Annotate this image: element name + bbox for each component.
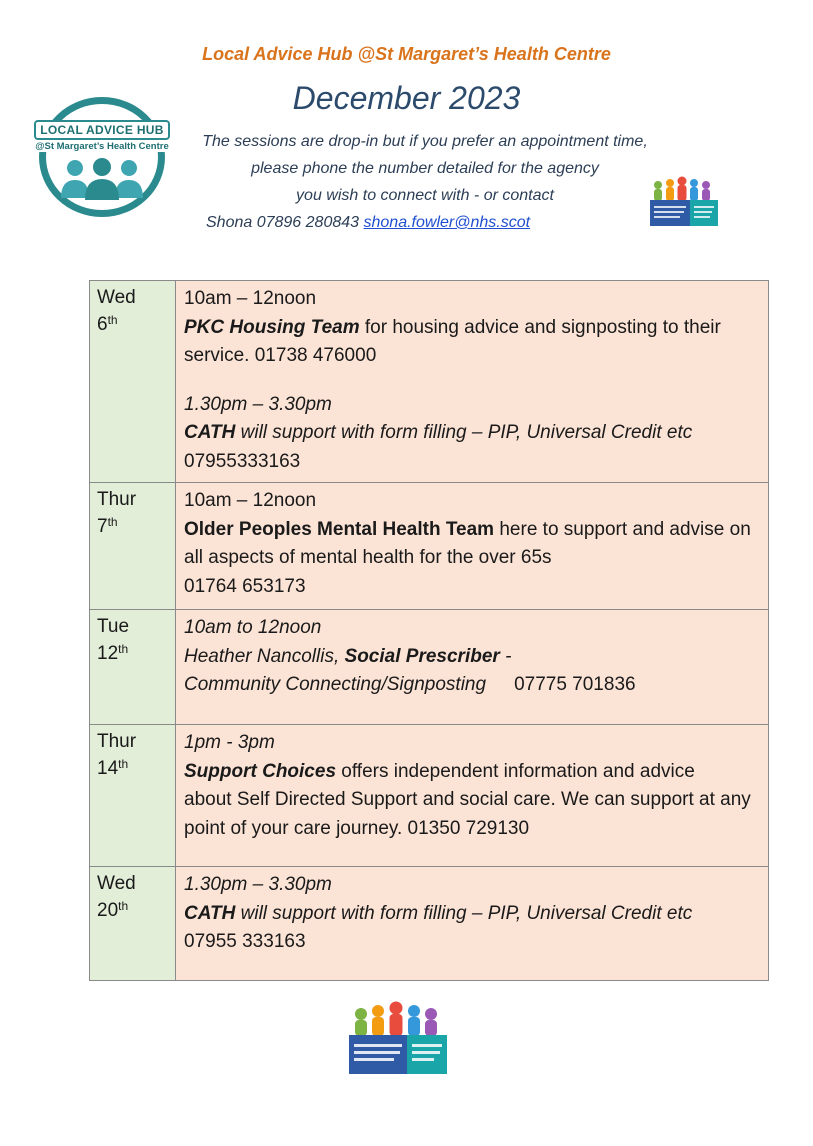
partnership-logo-large (347, 1000, 449, 1076)
session-time: 1.30pm – 3.30pm (184, 874, 332, 895)
day-cell (90, 610, 176, 725)
session-cell (176, 725, 769, 867)
session-phone: 07775 701836 (514, 674, 636, 695)
intro-line: please phone the number detailed for the agency (251, 160, 599, 177)
session-description: Older Peoples Mental Health Team here to support and advise on all aspects of mental health for the over 65s (184, 518, 751, 568)
intro-line: The sessions are drop-in but if you prefer an appointment time, (202, 133, 648, 150)
session-detail: about Self Directed Support and social care. We can support at any point of your care journey. 01350 729130 (184, 789, 751, 839)
table-row (90, 725, 769, 867)
session-cell (176, 867, 769, 981)
session-time: 1pm - 3pm (184, 732, 275, 753)
session-description: CATH will support with form filling – PIP, Universal Credit etc (184, 902, 693, 924)
session-time: 1.30pm – 3.30pm (184, 393, 332, 415)
day-cell (90, 725, 176, 867)
day-name: Thur (97, 731, 137, 752)
session-phone: 07955333163 (184, 450, 301, 472)
contact-email-link[interactable]: shona.fowler@nhs.scot (363, 214, 531, 231)
session-description: Support Choices offers independent information and advice (184, 760, 695, 782)
session-time: 10am – 12noon (184, 288, 317, 309)
schedule-table (89, 280, 769, 981)
hub-title: Local Advice Hub @St Margaret’s Health Centre (202, 44, 611, 64)
day-date: 6th (97, 313, 118, 335)
people-group-icon (57, 158, 147, 202)
contact-line (150, 209, 700, 236)
contact-name-phone: Shona 07896 280843 (206, 214, 360, 231)
session-description: Heather Nancollis, Social Prescriber - (184, 645, 512, 667)
session-detail: Community Connecting/Signposting 07775 701836 (184, 674, 636, 695)
logo-subtitle: @St Margaret’s Health Centre (35, 141, 169, 152)
table-row (90, 483, 769, 610)
month-title: December 2023 (292, 80, 521, 116)
day-cell (90, 483, 176, 610)
session-phone: 07955 333163 (184, 931, 306, 952)
logo-name: LOCAL ADVICE HUB (34, 120, 169, 140)
session-cell (176, 483, 769, 610)
partnership-logo-small (648, 175, 720, 227)
session-description: PKC Housing Team for housing advice and signposting to their service. 01738 476000 (184, 316, 721, 366)
table-row (90, 867, 769, 981)
day-date: 14th (97, 757, 129, 779)
session-time: 10am to 12noon (184, 617, 322, 638)
session-description: CATH will support with form filling – PIP, Universal Credit etc (184, 422, 693, 443)
day-name: Tue (97, 616, 130, 637)
intro-text (150, 128, 700, 236)
day-cell (90, 867, 176, 981)
day-date: 12th (97, 642, 129, 664)
day-name: Thur (97, 489, 137, 510)
intro-line: you wish to connect with - or contact (296, 187, 554, 204)
session-time: 10am – 12noon (184, 490, 317, 511)
logo-banner (27, 120, 177, 152)
session-phone: 01764 653173 (184, 575, 306, 597)
day-name: Wed (97, 873, 136, 894)
day-date: 20th (97, 899, 129, 921)
table-row (90, 610, 769, 725)
table-row (90, 281, 769, 483)
day-name: Wed (97, 287, 136, 308)
day-cell (90, 281, 176, 483)
session-cell (176, 281, 769, 483)
day-date: 7th (97, 515, 118, 537)
session-cell (176, 610, 769, 725)
local-advice-hub-logo (27, 92, 177, 220)
